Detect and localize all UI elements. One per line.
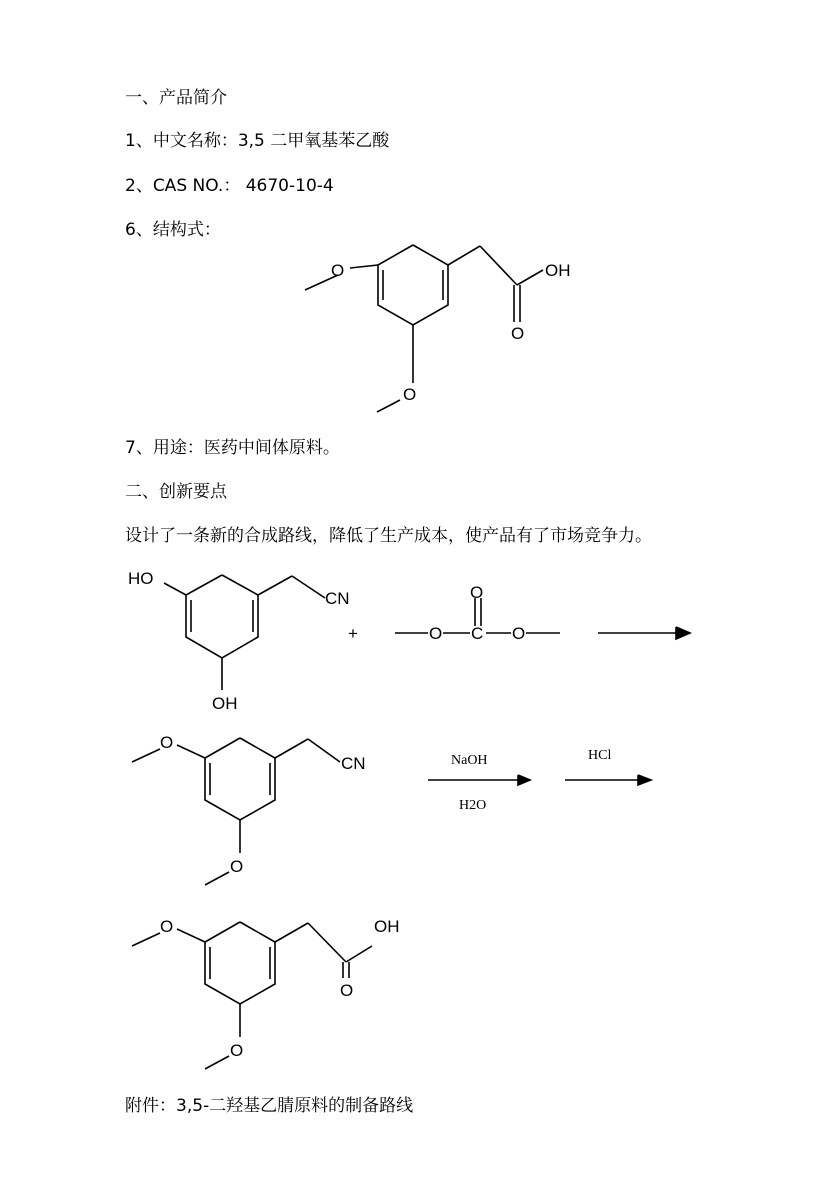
reagent-h2o: H2O — [459, 798, 487, 813]
reactant-dimethyl-carbonate — [395, 583, 560, 643]
carbonyl-o-label: O — [511, 324, 525, 343]
appendix-text: 附件：3,5-二羟基乙腈原料的制备路线 — [125, 1096, 414, 1116]
carbon-c-label: C — [471, 624, 484, 643]
hydroxyl-label: OH — [374, 917, 400, 936]
reaction-arrow-2 — [428, 753, 530, 813]
methoxy-o-label: O — [230, 1041, 244, 1060]
carbonyl-o-label: O — [470, 583, 484, 602]
structure-product-top — [305, 245, 571, 412]
chinese-name-item: 1、中文名称：3,5 二甲氧基苯乙酸 — [125, 131, 390, 151]
ester-o-label: O — [512, 624, 526, 643]
reactant-dihydroxy-acetonitrile — [128, 569, 350, 713]
methoxy-o-label: O — [331, 261, 345, 280]
reagent-naoh: NaOH — [451, 753, 488, 768]
reaction-arrow-3 — [565, 748, 651, 785]
section1-heading: 一、产品简介 — [125, 88, 227, 108]
reagent-hcl: HCl — [588, 748, 612, 763]
cas-number-item: 2、CAS NO.： 4670-10-4 — [125, 176, 334, 196]
reaction-arrow-1 — [598, 627, 690, 639]
methoxy-o-label: O — [403, 385, 417, 404]
nitrile-label: CN — [341, 754, 366, 773]
carbonyl-o-label: O — [340, 981, 354, 1000]
methoxy-o-label: O — [160, 917, 174, 936]
methoxy-o-label: O — [160, 733, 174, 752]
hydroxyl-label: HO — [128, 569, 154, 588]
methoxy-o-label: O — [230, 857, 244, 876]
structure-product-bottom — [132, 917, 400, 1069]
hydroxyl-label: OH — [545, 261, 571, 280]
plus-sign: + — [348, 624, 358, 643]
innovation-text: 设计了一条新的合成路线，降低了生产成本，使产品有了市场竞争力。 — [125, 526, 652, 546]
structure-item: 6、结构式： — [125, 220, 221, 240]
section2-heading: 二、创新要点 — [125, 482, 227, 502]
nitrile-label: CN — [325, 589, 350, 608]
ester-o-label: O — [429, 624, 443, 643]
use-item: 7、用途：医药中间体原料。 — [125, 438, 340, 458]
intermediate-dimethoxy-acetonitrile — [132, 733, 366, 885]
hydroxyl-label: OH — [212, 694, 238, 713]
